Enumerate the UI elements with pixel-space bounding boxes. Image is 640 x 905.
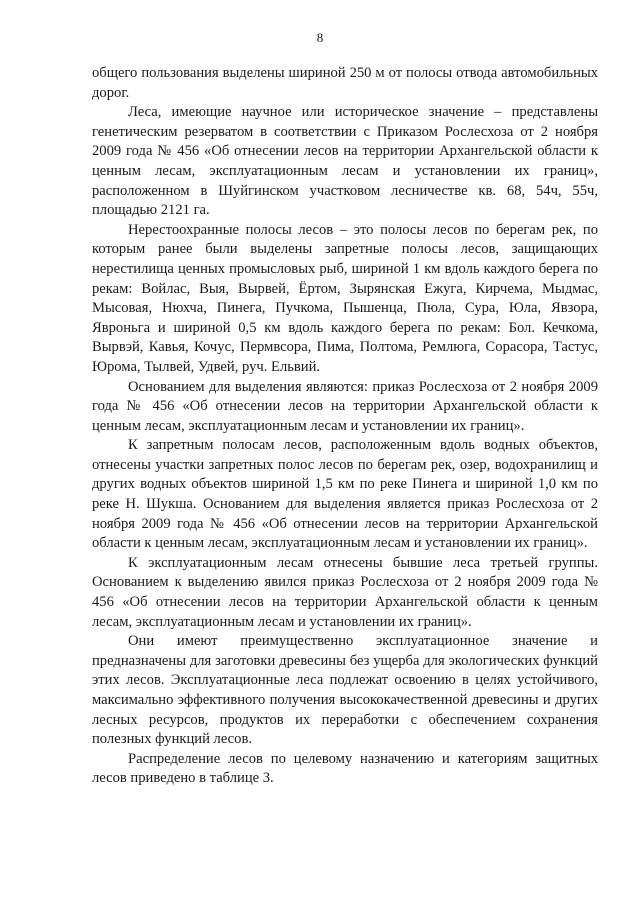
page-number: 8 <box>316 30 324 45</box>
paragraph-exploitation-forests: К эксплуатационным лесам отнесены бывшие леса третьей группы. Основанием к выделению явился приказ Рослесхоза от 2 ноября 2009 года № 456 «Об отнесении лесов на территории Архангельской области к ценным лесам, эксплуатационным лесам и установлении их границ». <box>92 554 598 630</box>
paragraph-table-reference: Распределение лесов по целевому назначению и категориям защитных лесов приведено в таблице 3. <box>92 750 598 787</box>
paragraph-exploitation-purpose: Они имеют преимущественно эксплуатационное значение и предназначены для заготовки древесины без ущерба для экологических функций этих лесов. Эксплуатационные леса подлежат освоению в целях устойчивого, максимально эффективного получения высококачественной древесины и других лесных ресурсов, продуктов их переработки с обеспечением сохранения полезных функций лесов. <box>92 633 598 748</box>
paragraph-basis-spawning: Основанием для выделения являются: приказ Рослесхоза от 2 ноября 2009 года № 456 «Об отнесении лесов на территории Архангельской области к ценным лесам, эксплуатационным лесам и установлении их границ». <box>92 378 598 434</box>
paragraph-continuation: общего пользования выделены шириной 250 м от полосы отвода автомобильных дорог. <box>92 65 598 101</box>
paragraph-protected-strips: К запретным полосам лесов, расположенным вдоль водных объектов, отнесены участки запретных полос лесов по берегам рек, озер, водохранилищ и других водных объектов шириной 1,5 км по реке Пинега и шириной 1,0 км по реке Н. Шукша. Основанием для выделения является приказ Рослесхоза от 2 ноября 2009 года № 456 «Об отнесении лесов на территории Архангельской области к ценным лесам, эксплуатационным лесам и установлении их границ». <box>92 437 598 552</box>
paragraph-scientific-forests: Леса, имеющие научное или историческое значение – представлены генетическим резерватом в соответствии с Приказом Рослесхоза от 2 ноября 2009 года № 456 «Об отнесении лесов на территории Архангельской области к ценным лесам, эксплуатационным лесам и установлении их границ», расположенном в Шуйгинском участковом лесничестве кв. 68, 54ч, 55ч, площадью 2121 га. <box>92 104 598 219</box>
paragraph-spawning-strips: Нерестоохранные полосы лесов – это полосы лесов по берегам рек, по которым ранее были выделены запретные полосы лесов, защищающих нерестилища ценных промысловых рыб, шириной 1 км вдоль каждого берега по рекам: Войлас, Выя, Вырвей, Ёртом, Зырянская Ежуга, Кирчема, Мыдмас, Мысовая, Нюхча, Пинега, Пучкома, Пышенца, Пюла, Сура, Юла, Явзора, Яврoньга и шириной 0,5 км вдоль каждого берега по рекам: Бол. Кечкома, Вырвэй, Кавья, Кочус, Пермвсора, Пима, Полтома, Ремлюга, Сорасора, Тастус, Юрома, Тылвей, Удвей, руч. Ельвий. <box>92 221 598 375</box>
document-body <box>92 64 598 789</box>
